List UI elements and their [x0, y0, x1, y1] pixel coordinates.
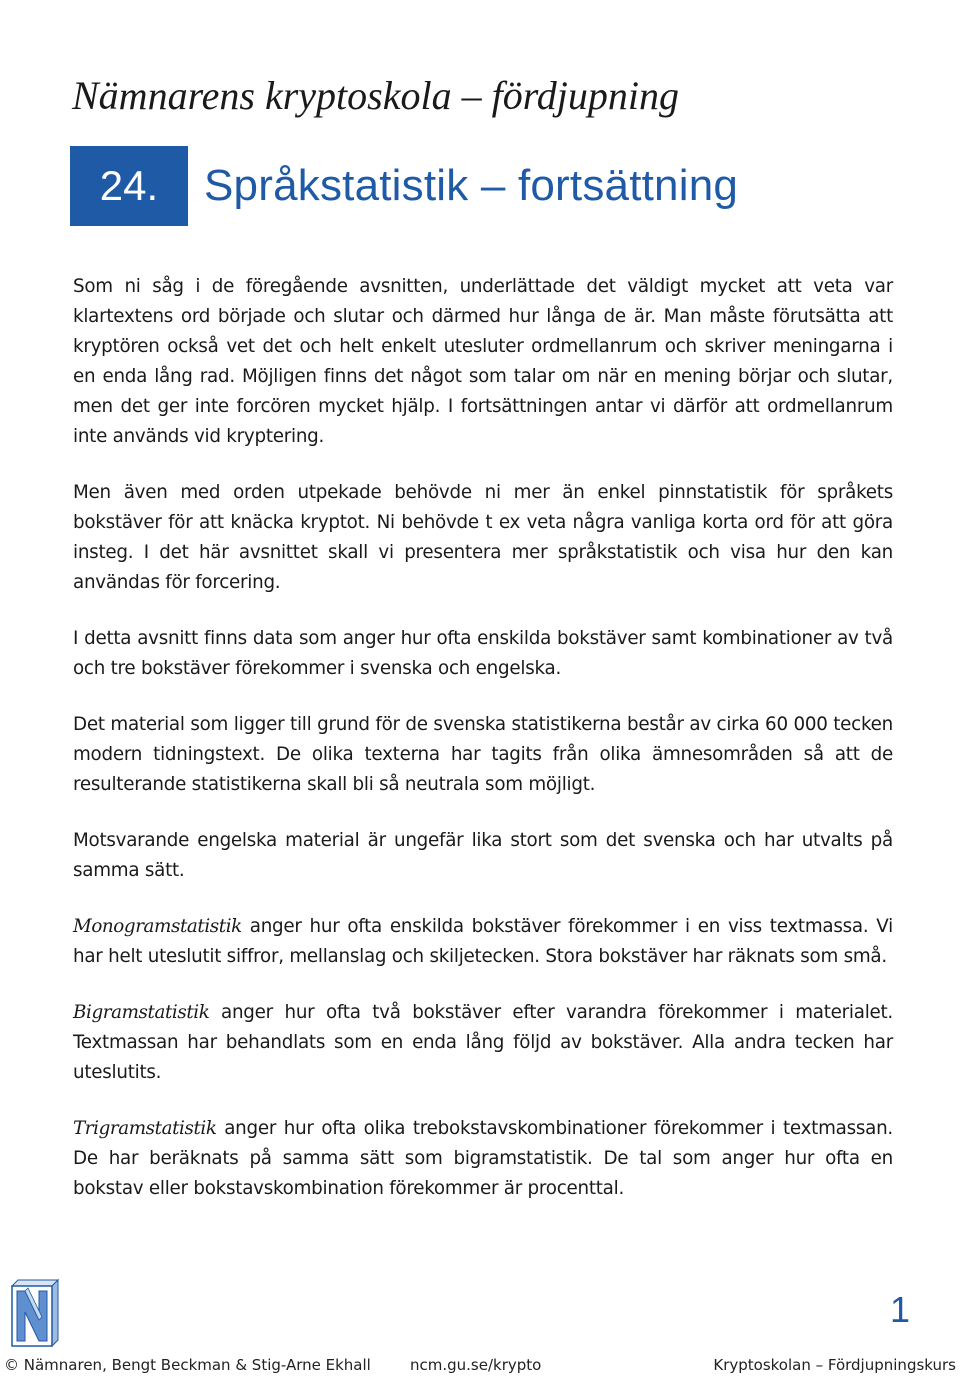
footer-copyright: © Nämnaren, Bengt Beckman & Stig-Arne Ekhall: [4, 1356, 371, 1374]
chapter-title: Språkstatistik – fortsättning: [204, 161, 739, 210]
footer-course: Kryptoskolan – Fördjupningskurs: [713, 1356, 956, 1374]
chapter-number-badge: 24.: [70, 146, 188, 226]
paragraph-data-overview: I detta avsnitt finns data som anger hur ofta enskilda bokstäver samt kombinationer av två och tre bokstäver förekommer i svenska och engelska.: [73, 628, 893, 679]
paragraph-swedish-material: Det material som ligger till grund för de svenska statistikerna består av cirka 60 000 tecken modern tidningstext. De olika texterna har tagits från olika ämnesområden så att de resulterande statistikerna skall bli så neutrala som möjligt.: [73, 714, 893, 795]
paragraph-monogram: [73, 912, 893, 972]
namnaren-n-logo-icon: [8, 1274, 62, 1348]
series-title: Nämnarens kryptoskola – fördjupning: [72, 73, 680, 118]
page-number: 1: [890, 1289, 911, 1330]
bigram-definition: anger hur ofta två bokstäver efter varandra förekommer i materialet. Textmassan har behandlats som en enda lång följd av bokstäver. Alla andra tecken har uteslutits.: [73, 1002, 893, 1083]
term-trigram: Trigramstatistik: [73, 1118, 217, 1139]
term-bigram: Bigramstatistik: [73, 1002, 210, 1023]
paragraph-trigram: [73, 1114, 893, 1204]
chapter-heading: [70, 146, 738, 226]
trigram-definition: anger hur ofta olika trebokstavskombinationer förekommer i textmassan. De har beräknats på samma sätt som bigramstatistik. De tal som anger hur ofta en bokstav eller bokstavskombination förekommer är procenttal.: [73, 1118, 893, 1199]
footer-url: ncm.gu.se/krypto: [410, 1356, 542, 1374]
paragraph-english-material: Motsvarande engelska material är ungefär lika stort som det svenska och har utvalts på samma sätt.: [73, 830, 893, 881]
paragraph-bigram: [73, 998, 893, 1088]
term-monogram: Monogramstatistik: [73, 916, 242, 937]
monogram-definition: anger hur ofta enskilda bokstäver förekommer i en viss textmassa. Vi har helt uteslutit siffror, mellanslag och skiljetecken. Stora bokstäver har räknats som små.: [73, 916, 893, 967]
page-footer: [0, 1355, 960, 1377]
paragraph-word-boundaries: Men även med orden utpekade behövde ni mer än enkel pinnstatistik för språkets bokstäver för att knäcka kryptot. Ni behövde t ex veta några vanliga korta ord för att göra insteg. I det här avsnittet skall vi presentera mer språkstatistik och visa hur den kan användas för forcering.: [73, 482, 893, 593]
paragraph-intro: Som ni såg i de föregående avsnitten, underlättade det väldigt mycket att veta var klartextens ord började och slutar och därmed hur långa de är. Man måste förutsätta att kryptören också vet det och helt enkelt utesluter ordmellanrum och skriver meningarna i en enda lång rad. Möjligen finns det något som talar om när en mening börjar och slutar, men det ger inte forcören mycket hjälp. I fortsättningen antar vi därför att ordmellanrum inte används vid kryptering.: [73, 276, 893, 447]
document-body: [73, 272, 893, 1230]
